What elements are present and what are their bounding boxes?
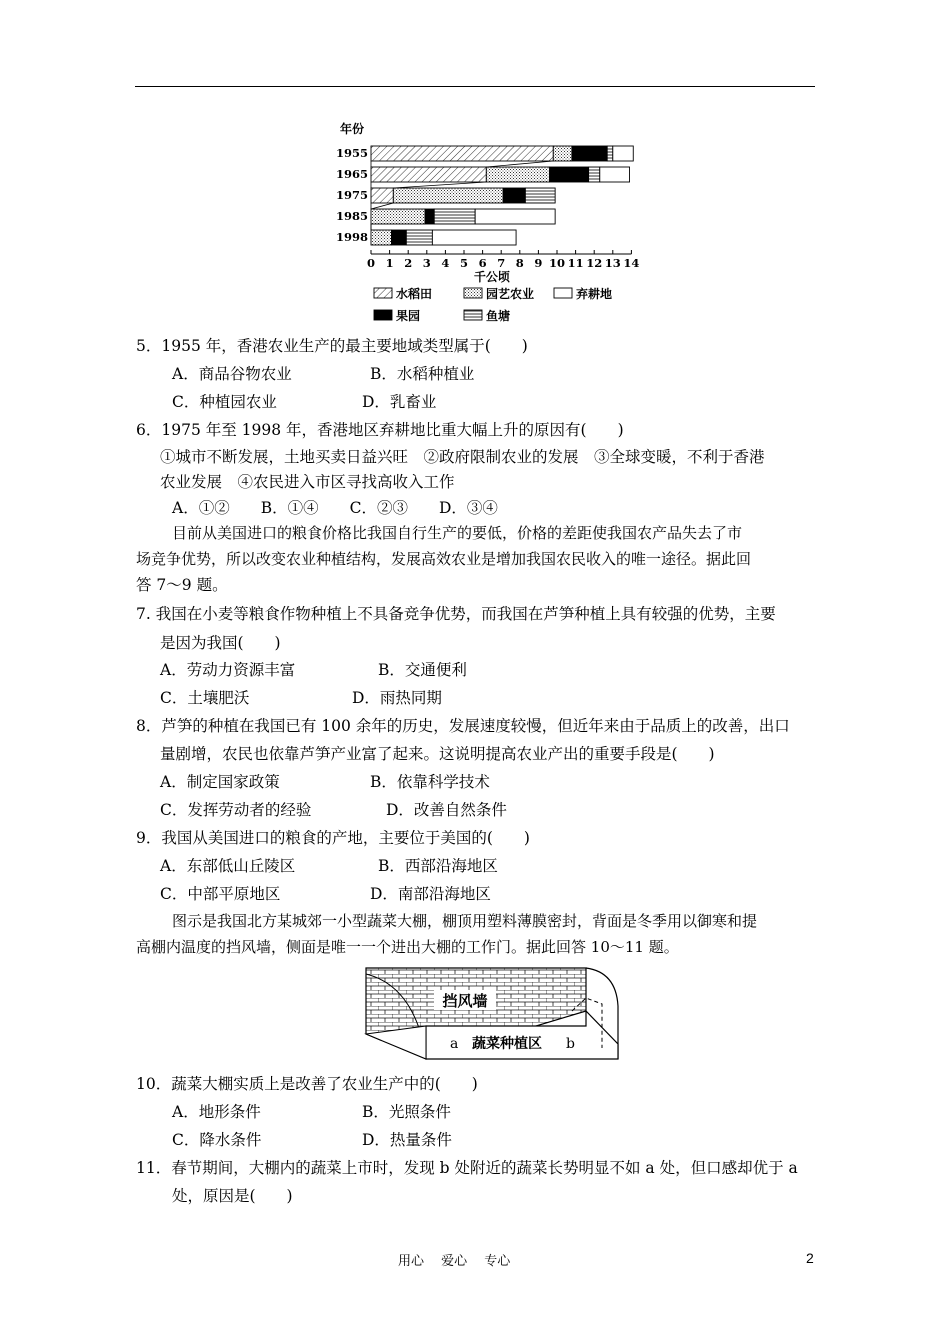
bar-1965-horizontal bbox=[589, 167, 600, 182]
q5-option-c: C．种植园农业 bbox=[172, 393, 277, 411]
x-tick-label: 5 bbox=[459, 256, 469, 270]
x-tick-label: 6 bbox=[478, 256, 487, 270]
x-tick-label: 14 bbox=[623, 256, 640, 270]
greenhouse-diagram bbox=[364, 966, 624, 1066]
q9-option-d: D．南部沿海地区 bbox=[370, 885, 491, 903]
bar-1998-blank bbox=[432, 230, 516, 245]
q9-option-c: C．中部平原地区 bbox=[160, 885, 281, 903]
q9-option-a: A．东部低山丘陵区 bbox=[160, 857, 296, 875]
year-label-1965: 1965 bbox=[336, 167, 369, 181]
x-tick-label: 8 bbox=[515, 256, 524, 270]
year-label-1998: 1998 bbox=[336, 230, 369, 244]
q7-option-d: D．雨热同期 bbox=[352, 689, 442, 707]
planting-area-label: 蔬菜种植区 bbox=[472, 1036, 542, 1052]
connector-line bbox=[371, 203, 393, 209]
x-tick-label: 9 bbox=[534, 256, 543, 270]
question-9: 9．我国从美国进口的粮食的产地，主要位于美国的( ) bbox=[136, 829, 530, 847]
connector-line bbox=[486, 161, 553, 167]
question-8: 8．芦笋的种植在我国已有 100 余年的历史，发展速度较慢，但近年来由于品质上的改善，出口 bbox=[136, 717, 790, 735]
q9-option-b: B．西部沿海地区 bbox=[378, 857, 498, 875]
bar-1985-dots bbox=[371, 209, 425, 224]
bar-1975-solid-black bbox=[503, 188, 525, 203]
x-tick-label: 1 bbox=[385, 256, 394, 270]
q7-option-b: B．交通便利 bbox=[378, 661, 467, 679]
footer-motto: 用心 爱心 专心 bbox=[398, 1254, 511, 1269]
legend-swatch-dots bbox=[464, 288, 482, 298]
bar-1955-horizontal bbox=[607, 146, 613, 161]
legend-label-blank: 弃耕地 bbox=[576, 287, 613, 301]
year-label-1985: 1985 bbox=[336, 209, 369, 223]
q5-option-a: A．商品谷物农业 bbox=[172, 365, 292, 383]
x-tick-label: 11 bbox=[567, 256, 584, 270]
bar-1998-dots bbox=[371, 230, 391, 245]
passage-10-11-line-2: 高棚内温度的挡风墙，侧面是唯一一个进出大棚的工作门。据此回答 10～11 题。 bbox=[136, 938, 679, 956]
chart-svg bbox=[330, 118, 660, 328]
passage-7-9-line-3: 答 7～9 题。 bbox=[136, 576, 228, 594]
q8-option-c: C．发挥劳动者的经验 bbox=[160, 801, 312, 819]
q5-option-b: B．水稻种植业 bbox=[370, 365, 475, 383]
bar-1965-blank bbox=[600, 167, 630, 182]
bar-1955-solid-black bbox=[572, 146, 607, 161]
bar-1985-solid-black bbox=[425, 209, 434, 224]
year-label-1955: 1955 bbox=[336, 146, 369, 160]
q5-option-d: D．乳畜业 bbox=[362, 393, 437, 411]
question-10: 10．蔬菜大棚实质上是改善了农业生产中的( ) bbox=[136, 1075, 478, 1093]
x-tick-label: 0 bbox=[366, 256, 376, 270]
x-tick-label: 13 bbox=[604, 256, 621, 270]
bar-1955-blank bbox=[613, 146, 633, 161]
x-tick-label: 10 bbox=[548, 256, 566, 270]
y-axis-label: 年份 bbox=[340, 122, 365, 136]
x-tick-label: 7 bbox=[497, 256, 506, 270]
question-5: 5．1955 年，香港农业生产的最主要地域类型属于( ) bbox=[136, 337, 528, 355]
x-tick-label: 3 bbox=[422, 256, 431, 270]
q8-option-d: D．改善自然条件 bbox=[386, 801, 507, 819]
passage-7-9-line-1: 目前从美国进口的粮食价格比我国自行生产的要低，价格的差距使我国农产品失去了市 bbox=[172, 524, 743, 542]
bar-1965-diagonal bbox=[371, 167, 486, 182]
question-7: 7. 我国在小麦等粮食作物种植上不具备竞争优势，而我国在芦笋种植上具有较强的优势，主要 bbox=[136, 605, 776, 623]
bar-1985-horizontal bbox=[434, 209, 475, 224]
bar-1965-solid-black bbox=[550, 167, 589, 182]
wall-label: 挡风墙 bbox=[442, 992, 488, 1010]
legend-label-horizontal: 鱼塘 bbox=[486, 309, 511, 323]
x-tick-label: 12 bbox=[586, 256, 603, 270]
q6-statements-1: ①城市不断发展，土地买卖日益兴旺 ②政府限制农业的发展 ③全球变暖，不利于香港 bbox=[160, 448, 765, 466]
q8-option-a: A．制定国家政策 bbox=[160, 773, 280, 791]
q8-option-b: B．依靠科学技术 bbox=[370, 773, 490, 791]
q7-option-c: C．土壤肥沃 bbox=[160, 689, 250, 707]
q6-options: A．①② B．①④ C．②③ D．③④ bbox=[172, 499, 498, 517]
bar-1965-dots bbox=[486, 167, 549, 182]
x-axis-label: 千公顷 bbox=[473, 270, 510, 284]
question-6: 6．1975 年至 1998 年，香港地区弃耕地比重大幅上升的原因有( ) bbox=[136, 421, 624, 439]
question-11-cont: 处，原因是( ) bbox=[172, 1187, 293, 1205]
passage-7-9-line-2: 场竞争优势，所以改变农业种植结构，发展高效农业是增加我国农民收入的唯一途径。据此回 bbox=[136, 550, 752, 568]
passage-10-11-line-1: 图示是我国北方某城郊一小型蔬菜大棚，棚顶用塑料薄膜密封，背面是冬季用以御寒和提 bbox=[172, 912, 758, 930]
legend-swatch-diagonal bbox=[374, 288, 392, 298]
legend-swatch-solid-black bbox=[374, 310, 392, 320]
connector-line bbox=[393, 182, 486, 188]
legend-label-solid-black: 果园 bbox=[396, 309, 421, 323]
q10-option-c: C．降水条件 bbox=[172, 1131, 262, 1149]
bar-1998-solid-black bbox=[391, 230, 406, 245]
q7-option-a: A．劳动力资源丰富 bbox=[160, 661, 296, 679]
bar-1998-horizontal bbox=[406, 230, 432, 245]
header-rule bbox=[135, 86, 815, 87]
question-8-cont: 量剧增，农民也依靠芦笋产业富了起来。这说明提高农业产出的重要手段是( ) bbox=[160, 745, 715, 763]
question-11: 11．春节期间，大棚内的蔬菜上市时，发现 b 处附近的蔬菜长势明显不如 a 处，但口感却优于 a bbox=[136, 1159, 798, 1177]
page-number: 2 bbox=[806, 1250, 814, 1266]
land-use-chart bbox=[330, 118, 660, 332]
greenhouse-svg bbox=[364, 966, 624, 1062]
question-7-cont: 是因为我国( ) bbox=[160, 634, 281, 652]
bar-1955-dots bbox=[553, 146, 572, 161]
year-label-1975: 1975 bbox=[336, 188, 369, 202]
legend-label-dots: 园艺农业 bbox=[486, 287, 535, 301]
q10-option-d: D．热量条件 bbox=[362, 1131, 452, 1149]
label-b: b bbox=[566, 1036, 575, 1052]
x-tick-label: 4 bbox=[441, 256, 450, 270]
bar-1975-horizontal bbox=[525, 188, 555, 203]
bar-1975-diagonal bbox=[371, 188, 393, 203]
q10-option-b: B．光照条件 bbox=[362, 1103, 451, 1121]
legend-swatch-blank bbox=[554, 288, 572, 298]
legend-swatch-horizontal bbox=[464, 310, 482, 320]
q6-statements-2: 农业发展 ④农民进入市区寻找高收入工作 bbox=[160, 473, 455, 491]
bar-1975-dots bbox=[393, 188, 503, 203]
x-tick-label: 2 bbox=[404, 256, 413, 270]
q10-option-a: A．地形条件 bbox=[172, 1103, 261, 1121]
bar-1985-blank bbox=[475, 209, 555, 224]
label-a: a bbox=[450, 1036, 459, 1052]
bar-1955-diagonal bbox=[371, 146, 553, 161]
legend-label-diagonal: 水稻田 bbox=[396, 287, 433, 301]
